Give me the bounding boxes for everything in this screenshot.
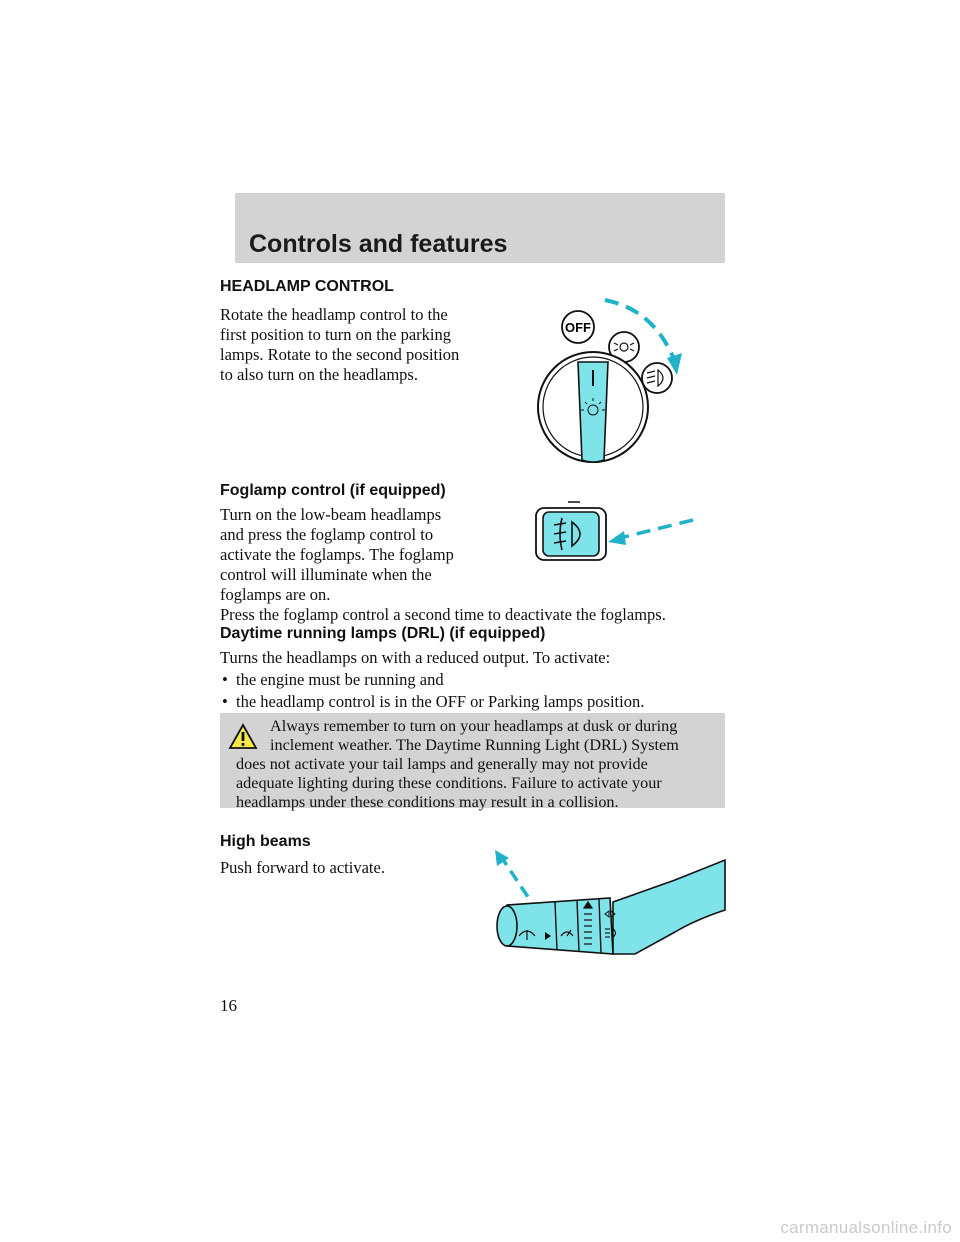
push-arrow [500, 855, 530, 900]
watermark: carmanualsonline.info [780, 1218, 952, 1237]
foglamp-arrowhead [608, 531, 626, 545]
high-beam-stalk-illustration [485, 850, 730, 960]
foglamp-heading: Foglamp control (if equipped) [220, 482, 446, 499]
section-header-bar [235, 193, 725, 263]
headlamp-line: Rotate the headlamp control to the [220, 305, 448, 324]
warning-line: adequate lighting during these conditions. Failure to activate your [236, 774, 662, 792]
headlamp-line: lamps. Rotate to the second position [220, 345, 460, 364]
foglamp-line: foglamps are on. [220, 585, 331, 604]
drl-bullet-text: the engine must be running and [236, 670, 444, 689]
headlamp-heading: HEADLAMP CONTROL [220, 278, 394, 295]
high-beams-text: Push forward to activate. [220, 858, 385, 877]
foglamp-line: Turn on the low-beam headlamps [220, 505, 442, 524]
warning-line: inclement weather. The Daytime Running Light (DRL) System [270, 736, 679, 754]
bullet-symbol: • [222, 692, 228, 711]
headlamp-line: first position to turn on the parking [220, 325, 451, 344]
foglamp-paragraph [220, 505, 454, 605]
foglamp-deactivate-text: Press the foglamp control a second time to deactivate the foglamps. [220, 605, 666, 624]
bullet-symbol: • [222, 670, 228, 689]
foglamp-line: and press the foglamp control to [220, 525, 434, 544]
foglamp-line: activate the foglamps. The foglamp [220, 545, 454, 564]
high-beams-heading: High beams [220, 833, 311, 850]
headlamp-paragraph [220, 305, 459, 385]
headlamp-line: to also turn on the headlamps. [220, 365, 418, 384]
warning-line: does not activate your tail lamps and generally may not provide [236, 755, 648, 773]
foglamp-pointer-arrow [620, 520, 693, 538]
foglamp-line: control will illuminate when the [220, 565, 432, 584]
page-number: 16 [220, 996, 237, 1015]
headlamp-control-illustration [530, 290, 700, 470]
warning-box [220, 713, 725, 811]
off-label: OFF [565, 320, 591, 335]
warning-line: headlamps under these conditions may result in a collision. [236, 793, 619, 811]
stalk-arm [613, 860, 725, 954]
foglamp-switch-illustration [530, 500, 700, 570]
page-title: Controls and features [249, 230, 508, 258]
drl-intro: Turns the headlamps on with a reduced output. To activate: [220, 648, 611, 667]
foglamp-switch-button [543, 512, 599, 556]
drl-bullet-text: the headlamp control is in the OFF or Parking lamps position. [236, 692, 645, 711]
warning-text [236, 717, 716, 812]
stalk-end-cap [497, 906, 517, 946]
warning-line: Always remember to turn on your headlamps at dusk or during [270, 717, 678, 735]
headlamp-badge [642, 363, 672, 393]
drl-heading: Daytime running lamps (DRL) (if equipped) [220, 625, 546, 642]
